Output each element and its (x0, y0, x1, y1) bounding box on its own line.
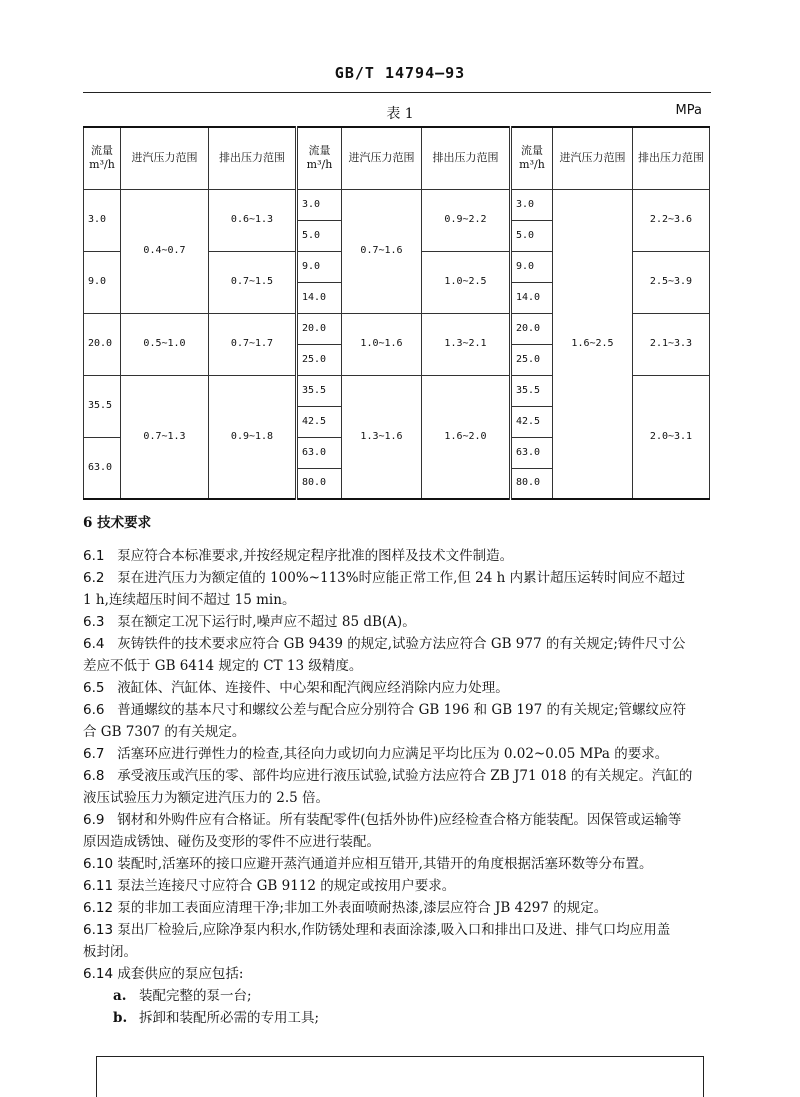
outlet-range-cell: 1.3~2.1 (422, 313, 511, 375)
outlet-range-cell: 2.5~3.9 (633, 251, 710, 313)
outlet-range-cell: 0.9~1.8 (209, 375, 297, 499)
flow-cell: 25.0 (297, 344, 342, 375)
requirement-item: 6.11 泵法兰连接尺寸应符合 GB 9112 的规定或按用户要求。 (83, 878, 456, 894)
flow-cell: 9.0 (511, 251, 553, 282)
flow-cell: 20.0 (84, 313, 121, 375)
flow-cell: 63.0 (84, 437, 121, 499)
flow-cell: 42.5 (297, 406, 342, 437)
table-row (84, 189, 710, 220)
flow-cell: 14.0 (511, 282, 553, 313)
flow-cell: 9.0 (84, 251, 121, 313)
inlet-range-cell: 1.6~2.5 (553, 189, 633, 499)
flow-header: 流量 m³/h (84, 127, 121, 189)
requirement-item: 6.2 泵在进汽压力为额定值的 100%~113%时应能正常工作,但 24 h 内累计超压运转时间应不超过 1 h,连续超压时间不超过 15 min。 (83, 570, 686, 608)
flow-cell: 35.5 (297, 375, 342, 406)
pressure-range-table (83, 126, 710, 500)
outlet-range-cell: 1.6~2.0 (422, 375, 511, 499)
outlet-range-cell: 0.9~2.2 (422, 189, 511, 251)
outlet-range-cell: 2.1~3.3 (633, 313, 710, 375)
flow-cell: 5.0 (511, 220, 553, 251)
requirement-item: 6.14 成套供应的泵应包括: (83, 966, 244, 982)
requirement-item: 6.8 承受液压或汽压的零、部件均应进行液压试验,试验方法应符合 ZB J71 018 的有关规定。汽缸的 液压试验压力为额定进汽压力的 2.5 倍。 (83, 768, 693, 806)
flow-header: 流量 m³/h (297, 127, 342, 189)
requirement-item: 6.7 活塞环应进行弹性力的检查,其径向力或切向力应满足平均比压为 0.02~0.05 MPa 的要求。 (83, 746, 669, 762)
flow-cell: 80.0 (511, 468, 553, 499)
flow-cell: 14.0 (297, 282, 342, 313)
outlet-range-cell: 0.7~1.7 (209, 313, 297, 375)
outlet-range-cell: 2.0~3.1 (633, 375, 710, 499)
flow-cell: 9.0 (297, 251, 342, 282)
inlet-range-cell: 0.5~1.0 (121, 313, 209, 375)
standard-number: GB/T 14794—93 (334, 64, 466, 82)
requirement-item: 6.9 钢材和外购件应有合格证。所有装配零件(包括外协件)应经检查合格方能装配。因保管或运输等 原因造成锈蚀、碰伤及变形的零件不应进行装配。 (83, 812, 682, 850)
flow-cell: 42.5 (511, 406, 553, 437)
outlet-range-cell: 0.7~1.5 (209, 251, 297, 313)
flow-cell: 63.0 (511, 437, 553, 468)
section-title: 6 技术要求 (83, 515, 152, 531)
inlet-range-cell: 0.4~0.7 (121, 189, 209, 313)
inlet-header: 进汽压力范围 (553, 127, 633, 189)
flow-cell: 20.0 (511, 313, 553, 344)
requirement-item: 6.5 液缸体、汽缸体、连接件、中心架和配汽阀应经消除内应力处理。 (83, 680, 509, 696)
outlet-header: 排出压力范围 (633, 127, 710, 189)
flow-cell: 35.5 (511, 375, 553, 406)
requirements-list (83, 545, 713, 1029)
flow-cell: 25.0 (511, 344, 553, 375)
flow-header: 流量 m³/h (511, 127, 553, 189)
flow-cell: 20.0 (297, 313, 342, 344)
requirement-item: 6.6 普通螺纹的基本尺寸和螺纹公差与配合应分别符合 GB 196 和 GB 197 的有关规定;管螺纹应符 合 GB 7307 的有关规定。 (83, 702, 687, 740)
outlet-header: 排出压力范围 (209, 127, 297, 189)
requirement-item: 6.12 泵的非加工表面应清理干净;非加工外表面喷耐热漆,漆层应符合 JB 4297 的规定。 (83, 900, 608, 916)
inlet-range-cell: 0.7~1.3 (121, 375, 209, 499)
requirement-item: 6.1 泵应符合本标准要求,并按经规定程序批准的图样及技术文件制造。 (83, 548, 514, 564)
inlet-header: 进汽压力范围 (342, 127, 422, 189)
flow-cell: 3.0 (297, 189, 342, 220)
flow-cell: 80.0 (297, 468, 342, 499)
flow-cell: 63.0 (297, 437, 342, 468)
table-header-row (84, 127, 710, 189)
flow-cell: 35.5 (84, 375, 121, 437)
outlet-header: 排出压力范围 (422, 127, 511, 189)
requirement-item: 6.10 装配时,活塞环的接口应避开蒸汽通道并应相互错开,其错开的角度根据活塞环数等分布置。 (83, 856, 653, 872)
header-rule (83, 92, 711, 93)
outlet-range-cell: 2.2~3.6 (633, 189, 710, 251)
sub-item: a. 装配完整的泵一台; (113, 988, 252, 1004)
flow-cell: 3.0 (84, 189, 121, 251)
inlet-range-cell: 1.3~1.6 (342, 375, 422, 499)
sub-item: b. 拆卸和装配所必需的专用工具; (113, 1010, 320, 1026)
table-title: 表 1 (386, 106, 414, 122)
inlet-range-cell: 1.0~1.6 (342, 313, 422, 375)
requirement-item: 6.13 泵出厂检验后,应除净泵内积水,作防锈处理和表面涂漆,吸入口和排出口及进、排气口均应用盖 板封闭。 (83, 922, 671, 960)
requirement-item: 6.4 灰铸铁件的技术要求应符合 GB 9439 的规定,试验方法应符合 GB 977 的有关规定;铸件尺寸公 差应不低于 GB 6414 规定的 CT 13 级精度。 (83, 636, 686, 674)
outlet-range-cell: 0.6~1.3 (209, 189, 297, 251)
flow-cell: 3.0 (511, 189, 553, 220)
inlet-range-cell: 0.7~1.6 (342, 189, 422, 313)
flow-cell: 5.0 (297, 220, 342, 251)
table-unit: MPa (675, 103, 702, 118)
requirement-item: 6.3 泵在额定工况下运行时,噪声应不超过 85 dB(A)。 (83, 614, 416, 630)
outlet-range-cell: 1.0~2.5 (422, 251, 511, 313)
inlet-header: 进汽压力范围 (121, 127, 209, 189)
